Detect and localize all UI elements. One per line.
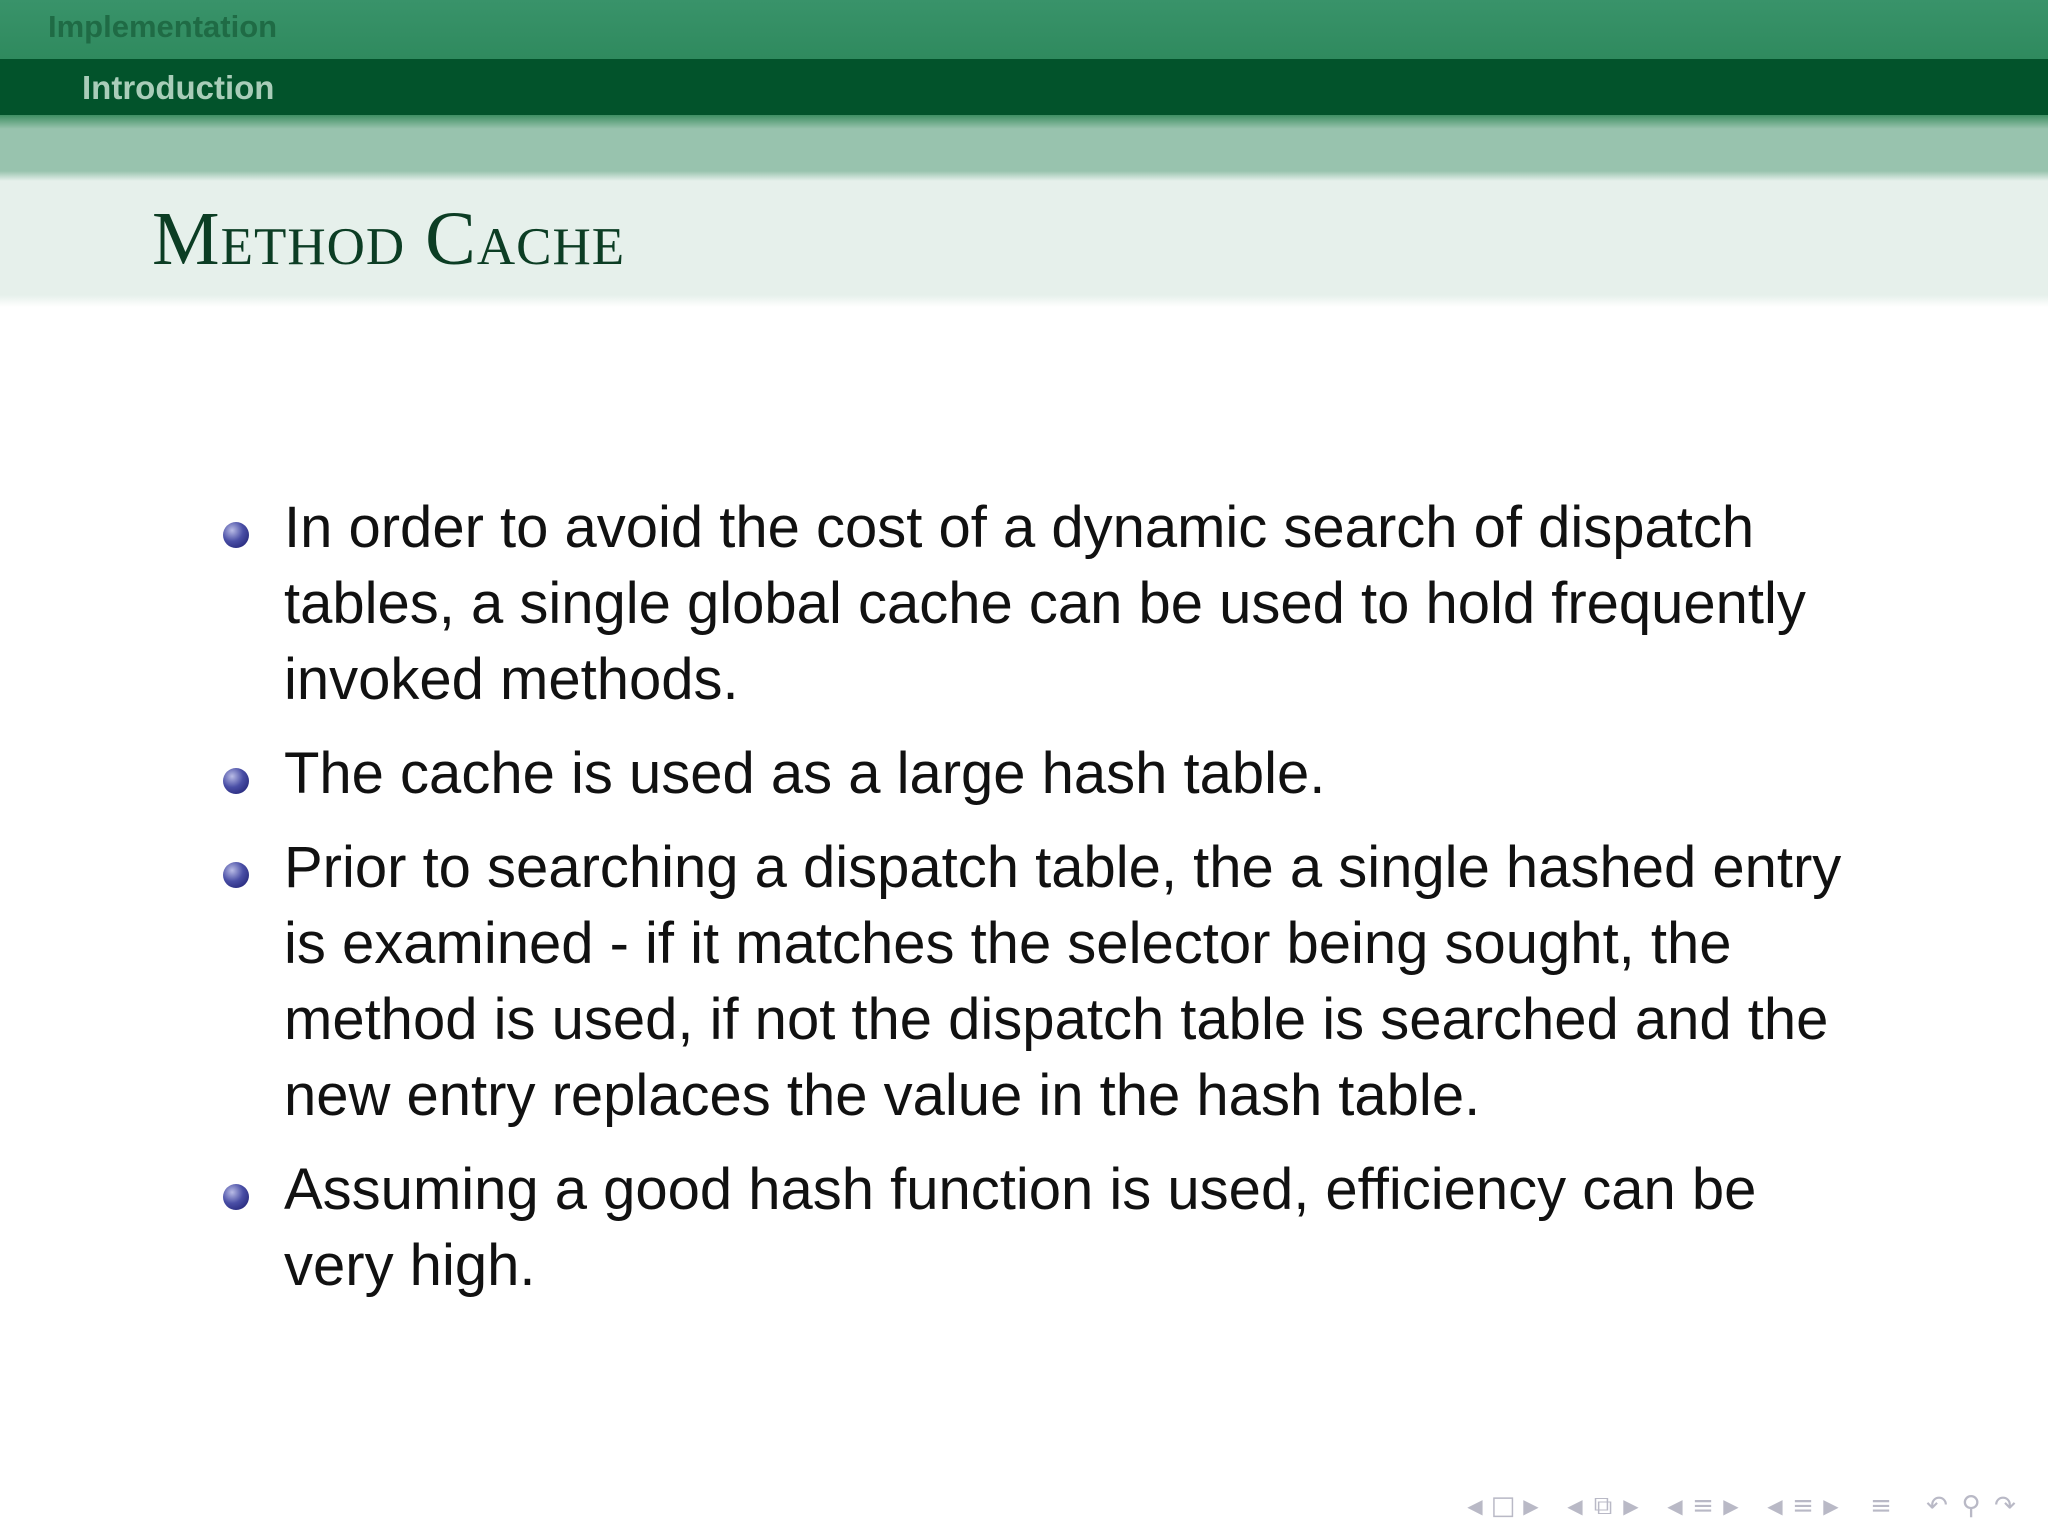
subsection-link[interactable]: Introduction: [82, 69, 275, 106]
bullet-icon: [223, 1184, 249, 1210]
next-arrow-icon[interactable]: ▶: [1723, 1494, 1739, 1518]
bullet-text: Assuming a good hash function is used, efficiency can be very high.: [284, 1157, 1757, 1298]
prev-arrow-icon[interactable]: ◀: [1567, 1494, 1583, 1518]
list-item: [220, 736, 1880, 812]
bullet-icon: [223, 768, 249, 794]
bullet-text: The cache is used as a large hash table.: [284, 741, 1326, 806]
navigation-bar: [1464, 1490, 2022, 1522]
bullet-list: [220, 490, 1880, 1322]
section-icon[interactable]: ≡: [1692, 1491, 1714, 1521]
section-header-band: [0, 0, 2048, 59]
bullet-text: Prior to searching a dispatch table, the a single hashed entry is examined - if it matches the selector being sought, the method is used, if not the dispatch table is searched and the new entry replaces the value in the hash table.: [284, 835, 1842, 1128]
next-arrow-icon[interactable]: ▶: [1523, 1494, 1539, 1518]
search-icon[interactable]: ⚲: [1961, 1491, 1981, 1521]
list-item: [220, 490, 1880, 718]
section-icon[interactable]: ≡: [1792, 1491, 1814, 1521]
header-gradient: [0, 115, 2048, 129]
list-item: [220, 830, 1880, 1134]
undo-icon[interactable]: ↶: [1926, 1491, 1948, 1521]
subsection-header-band: [0, 59, 2048, 115]
next-arrow-icon[interactable]: ▶: [1823, 1494, 1839, 1518]
slide-title: Method Cache: [152, 197, 626, 281]
bullet-icon: [223, 522, 249, 548]
bullet-icon: [223, 862, 249, 888]
prev-arrow-icon[interactable]: ◀: [1467, 1494, 1483, 1518]
prev-arrow-icon[interactable]: ◀: [1767, 1494, 1783, 1518]
section-icon[interactable]: ≡: [1870, 1491, 1892, 1521]
subsection-icon[interactable]: ⧉: [1593, 1491, 1613, 1521]
frame-icon[interactable]: □: [1490, 1491, 1516, 1521]
title-band-fade: [0, 295, 2048, 307]
list-item: [220, 1152, 1880, 1304]
next-arrow-icon[interactable]: ▶: [1623, 1494, 1639, 1518]
prev-arrow-icon[interactable]: ◀: [1667, 1494, 1683, 1518]
section-link[interactable]: Implementation: [48, 9, 278, 44]
header-light-band: [0, 129, 2048, 171]
bullet-text: In order to avoid the cost of a dynamic search of dispatch tables, a single global cache can be used to hold frequently invoked methods.: [284, 495, 1806, 712]
header-gradient-lower: [0, 171, 2048, 181]
redo-icon[interactable]: ↷: [1994, 1491, 2016, 1521]
